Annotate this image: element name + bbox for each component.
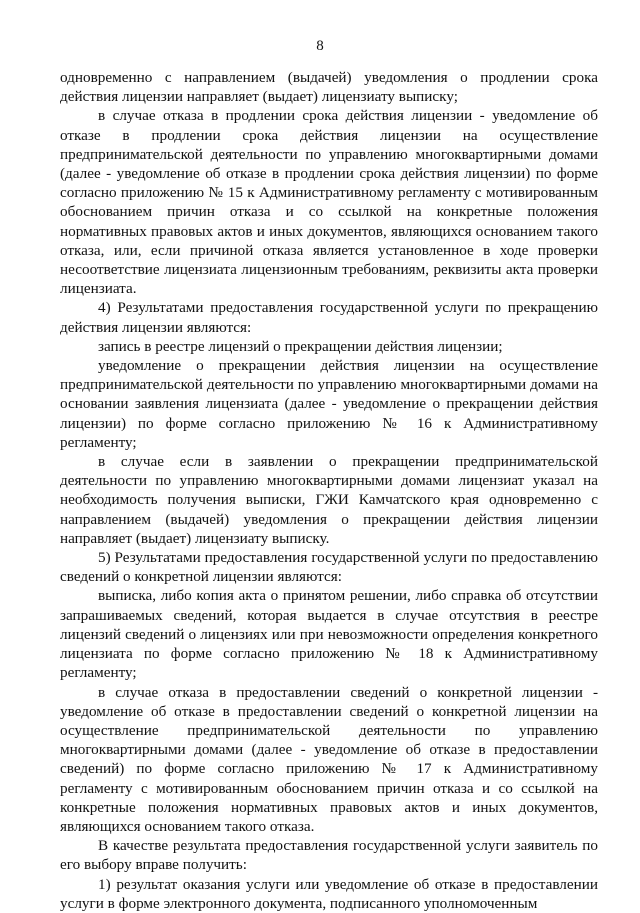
paragraph-8: выписка, либо копия акта о принятом решении, либо справка об отсутствии запрашиваемых сведений, которая выдается в случае отсутствия в реестре лицензий сведений о лицензиях или при невозможности определения конкретного лицензиата по форме согласно приложению № 18 к Административному регламенту;	[60, 587, 598, 682]
paragraph-5: уведомление о прекращении действия лицензии на осуществление предпринимательской деятельности по управлению многоквартирными домами на основании заявления лицензиата (далее - уведомление о прекращении действия лицензии) по форме согласно приложению № 16 к Административному регламенту;	[60, 357, 598, 451]
paragraph-2: в случае отказа в продлении срока действия лицензии - уведомление об отказе в продлении срока действия лицензии на осуществление предпринимательской деятельности по управлению многоквартирными домами (далее - уведомление об отказе в продлении срока действия лицензии) по форме согласно приложению № 15 к Административному регламенту с мотивированным обоснованием причин отказа и со ссылкой на конкретные положения нормативных правовых актов и иных документов, являющихся основанием такого отказа, или, если причиной отказа является установленное в ходе проверки несоответствие лицензиата лицензионным требованиям, реквизиты акта проверки лицензиата.	[60, 107, 598, 298]
paragraph-4: запись в реестре лицензий о прекращении действия лицензии;	[98, 337, 503, 355]
paragraph-6: в случае если в заявлении о прекращении предпринимательской деятельности по управлению многоквартирными домами лицензиат указал на необходимость получения выписки, ГЖИ Камчатского края одновременно с направлением (выдачей) уведомления о прекращении действия лицензии направляет (выдает) лицензиату выписку.	[60, 453, 598, 547]
document-body	[60, 68, 598, 913]
paragraph-1: одновременно с направлением (выдачей) уведомления о продлении срока действия лицензии направляет (выдает) лицензиату выписку;	[60, 69, 598, 106]
paragraph-10: В качестве результата предоставления государственной услуги заявитель по его выбору вправе получить:	[60, 837, 598, 874]
page-number: 8	[316, 38, 324, 54]
paragraph-11: 1) результат оказания услуги или уведомление об отказе в предоставлении услуги в форме электронного документа, подписанного уполномоченным	[60, 875, 598, 912]
paragraph-9: в случае отказа в предоставлении сведений о конкретной лицензии - уведомление об отказе в предоставлении сведений о конкретной лицензии на осуществление предпринимательской деятельности по управлению многоквартирными домами (далее - уведомление об отказе в предоставлении сведений) по форме согласно приложению № 17 к Административному регламенту с мотивированным обоснованием причин отказа и со ссылкой на конкретные положения нормативных правовых актов и иных документов, являющихся основанием такого отказа.	[60, 683, 598, 835]
paragraph-7: 5) Результатами предоставления государственной услуги по предоставлению сведений о конкретной лицензии являются:	[60, 549, 598, 586]
paragraph-3: 4) Результатами предоставления государственной услуги по прекращению действия лицензии являются:	[60, 299, 598, 336]
